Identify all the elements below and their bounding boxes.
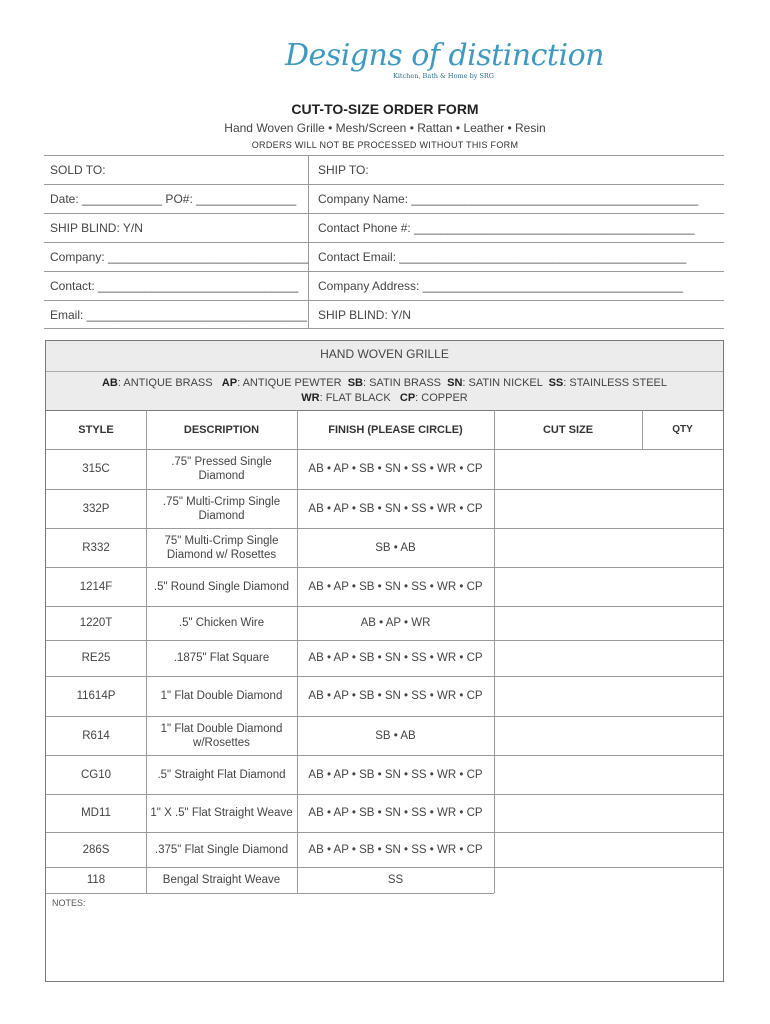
table-col-divider (297, 410, 298, 893)
finish-code: WR (301, 392, 320, 404)
finish-code: AP (221, 377, 238, 389)
sold-to-heading: SOLD TO: (50, 163, 106, 177)
date-po-field[interactable]: Date: ____________ PO#: _______________ (50, 192, 297, 206)
sold-ship-blind-field[interactable]: SHIP BLIND: Y/N (50, 221, 143, 235)
row-description: .5" Chicken Wire (178, 617, 265, 629)
ship-company-address-field[interactable]: Company Address: _______________________________________ (318, 279, 683, 293)
divider (44, 155, 724, 156)
sold-email-field[interactable]: Email: _________________________________ (50, 308, 307, 322)
row-finish-options[interactable]: AB • AP • SB • SN • SS • WR • CP (308, 807, 483, 819)
ship-ship-blind-field[interactable]: SHIP BLIND: Y/N (318, 308, 411, 322)
row-finish-options[interactable]: SS (387, 874, 404, 886)
table-col-divider (494, 410, 495, 893)
row-style: 118 (86, 874, 106, 886)
ship-contact-phone-field[interactable]: Contact Phone #: __________________________________________ (318, 221, 695, 235)
divider (44, 328, 724, 329)
grille-title: HAND WOVEN GRILLE (320, 347, 449, 361)
company-logo (285, 38, 604, 88)
divider (44, 300, 724, 301)
finish-name: : FLAT BLACK (319, 392, 400, 404)
row-style: 332P (82, 502, 110, 515)
row-description: .75" Multi-Crimp Single Diamond (162, 495, 281, 522)
finish-code: CP (399, 392, 416, 404)
row-description: .5" Straight Flat Diamond (157, 768, 286, 781)
finish-name: : SATIN NICKEL (462, 377, 549, 389)
col-header-qty: QTY (672, 424, 693, 435)
row-finish-options[interactable]: AB • AP • SB • SN • SS • WR • CP (308, 652, 483, 664)
row-style: 286S (82, 843, 110, 856)
row-finish-options[interactable]: AB • AP • WR (360, 617, 431, 629)
row-description: .1875" Flat Square (173, 652, 270, 664)
row-finish-options[interactable]: AB • AP • SB • SN • SS • WR • CP (308, 502, 483, 515)
table-col-divider (146, 410, 147, 893)
finish-name: : ANTIQUE BRASS (117, 377, 222, 389)
row-description: Bengal Straight Weave (162, 874, 281, 886)
divider (46, 371, 723, 372)
row-description: 1" X .5" Flat Straight Weave (150, 807, 293, 819)
row-style: 1214F (79, 580, 113, 593)
logo-text: Designs of distinction (285, 38, 604, 73)
row-style: R332 (82, 541, 110, 554)
row-description: 1" Flat Double Diamond w/Rosettes (160, 722, 283, 749)
row-description: .375" Flat Single Diamond (154, 843, 289, 856)
row-description: .75" Pressed Single Diamond (171, 456, 272, 482)
finish-name: : STAINLESS STEEL (563, 377, 668, 389)
col-header-finish: FINISH (PLEASE CIRCLE) (328, 424, 463, 436)
logo-subtext: Kitchen, Bath & Home by SRG (393, 72, 495, 80)
finish-legend-line-2 (46, 392, 723, 404)
ship-contact-email-field[interactable]: Contact Email: ___________________________________________ (318, 250, 687, 264)
finish-code: SN (447, 377, 463, 389)
row-finish-options[interactable]: AB • AP • SB • SN • SS • WR • CP (308, 768, 483, 781)
row-description: .5" Round Single Diamond (153, 580, 290, 593)
divider (46, 410, 723, 411)
row-style: R614 (82, 729, 110, 742)
row-style: RE25 (81, 652, 111, 664)
finish-legend-line-1 (46, 377, 723, 389)
row-finish-options[interactable]: SB • AB (375, 729, 416, 742)
row-style: 315C (82, 463, 110, 475)
col-header-style: STYLE (78, 424, 114, 436)
form-title: CUT-TO-SIZE ORDER FORM (291, 101, 479, 117)
row-description: 1" Flat Double Diamond (160, 690, 283, 702)
divider (44, 184, 724, 185)
row-finish-options[interactable]: SB • AB (375, 541, 416, 554)
row-description: 75" Multi-Crimp Single Diamond w/ Rosettes (164, 534, 279, 561)
table-row-divider (46, 893, 494, 894)
sold-contact-field[interactable]: Contact: ______________________________ (50, 279, 299, 293)
form-warning: ORDERS WILL NOT BE PROCESSED WITHOUT THIS FORM (251, 140, 519, 150)
row-finish-options[interactable]: AB • AP • SB • SN • SS • WR • CP (308, 580, 483, 593)
row-style: MD11 (81, 807, 111, 819)
divider (44, 271, 724, 272)
finish-name: : ANTIQUE PEWTER (237, 377, 348, 389)
row-style: 1220T (79, 617, 113, 629)
finish-code: SB (347, 377, 363, 389)
col-header-description: DESCRIPTION (183, 424, 260, 436)
finish-code: AB (101, 377, 118, 389)
ship-company-name-field[interactable]: Company Name: ___________________________________________ (318, 192, 699, 206)
row-style: CG10 (80, 768, 112, 781)
col-header-cut-size: CUT SIZE (542, 424, 594, 436)
divider (44, 213, 724, 214)
ship-to-heading: SHIP TO: (318, 163, 369, 177)
row-style: 11614P (76, 690, 116, 702)
sold-company-field[interactable]: Company: ______________________________ (50, 250, 309, 264)
finish-name: : SATIN BRASS (362, 377, 448, 389)
form-subtitle: Hand Woven Grille • Mesh/Screen • Rattan • Leather • Resin (224, 121, 546, 135)
row-finish-options[interactable]: AB • AP • SB • SN • SS • WR • CP (308, 463, 483, 475)
divider (44, 242, 724, 243)
notes-label: NOTES: (52, 898, 86, 908)
row-finish-options[interactable]: AB • AP • SB • SN • SS • WR • CP (308, 843, 483, 856)
row-finish-options[interactable]: AB • AP • SB • SN • SS • WR • CP (308, 690, 483, 702)
finish-name: : COPPER (415, 392, 468, 404)
finish-code: SS (548, 377, 564, 389)
